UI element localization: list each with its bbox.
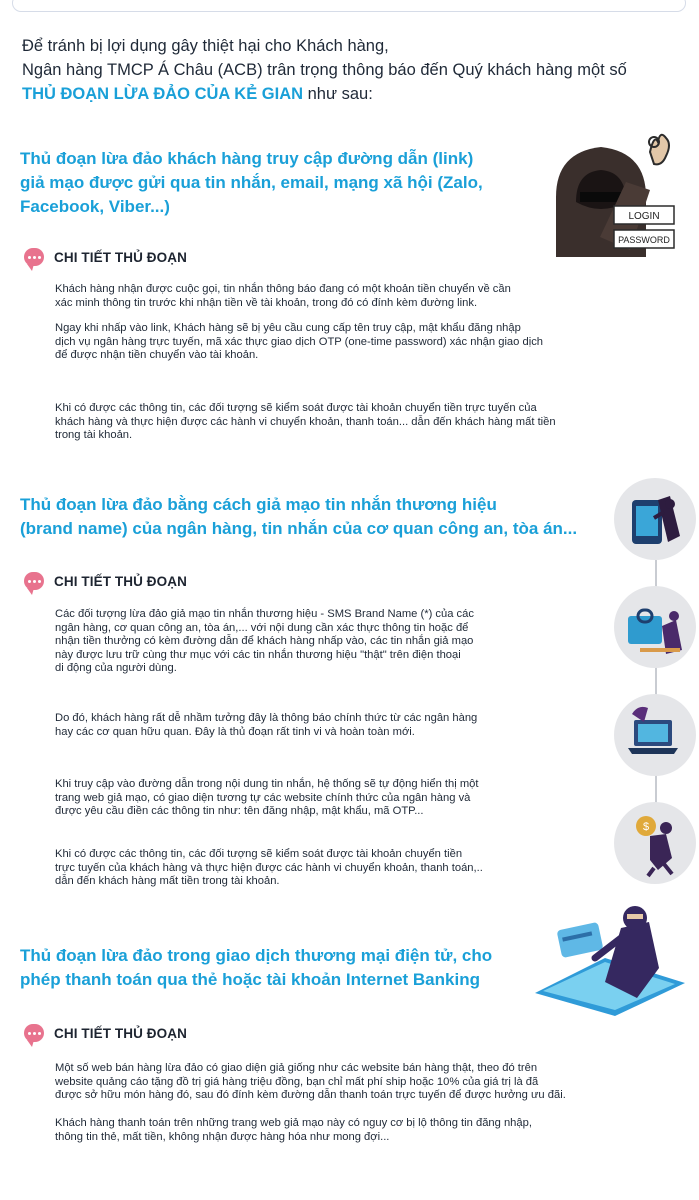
paragraph-line: Các đối tượng lừa đảo giả mạo tin nhắn thương hiệu - SMS Brand Name (*) của các [55,608,474,620]
password-label: PASSWORD [618,235,670,245]
card-phone-thief-illustration [525,898,695,1018]
paragraph-line: được sở hữu món hàng đó, sau đó đính kèm đường dẫn thanh toán trực tuyến để được hưởng ưu đãi. [55,1089,566,1101]
paragraph-line: trang web giả mạo, có giao diện tương tự các website chính thức của ngân hàng và [55,791,471,804]
hacker-login-illustration [538,122,678,257]
search-box-edge [12,0,686,12]
svg-text:$: $ [642,821,650,833]
section-1-title [20,147,530,219]
detail-heading-1 [24,246,187,268]
section-1-title-line: giả mạo được gửi qua tin nhắn, email, mạng xã hội (Zalo, [20,173,483,192]
intro-line-1: Để tránh bị lợi dụng gây thiệt hại cho Khách hàng, [22,37,389,55]
intro-line-2: Ngân hàng TMCP Á Châu (ACB) trân trọng thông báo đến Quý khách hàng một số [22,61,627,79]
paragraph-line: trực tuyến của khách hàng và thực hiện được các hành vi chuyển khoản, thanh toán,.. [55,861,483,874]
section-2-paragraph-2 [55,712,615,739]
section-1-title-line: Facebook, Viber...) [20,197,170,216]
section-3-title-line: Thủ đoạn lừa đảo trong giao dịch thương mại điện tử, cho [20,946,493,965]
detail-heading-3 [24,1022,187,1044]
paragraph-line: nhận tiền thưởng có kèm đường dẫn để khách hàng nhấp vào, các tin nhắn giả mạo [55,635,474,647]
paragraph-line: Khi truy cập vào đường dẫn trong nội dung tin nhắn, hệ thống sẽ tự động hiển thị một [55,778,479,790]
paragraph-line: thông tin thẻ, mất tiền, không nhận được hàng hóa như mong đợi... [55,1130,390,1143]
illustration-circle-4 [614,802,696,884]
paragraph-line: khách hàng và thực hiện được các hành vi chuyển khoản, thanh toán... dẫn đến khách hàng mất tiền [55,415,556,428]
detail-label: CHI TIẾT THỦ ĐOẠN [54,1025,187,1041]
section-2-title [20,493,610,541]
illustration-circle-1 [614,478,696,560]
section-3-title [20,944,520,992]
money-thief-icon [614,802,696,884]
paragraph-line: được yêu cầu điền các thông tin như: tên đăng nhập, mật khẩu, mã OTP... [55,805,424,817]
paragraph-line: trong tài khoản. [55,429,133,441]
illustration-circle-2 [614,586,696,668]
section-2-paragraph-3 [55,778,615,819]
chat-bubble-icon [24,1024,44,1042]
paragraph-line: để được nhận tiền chuyển vào tài khoản. [55,349,259,361]
paragraph-line: Ngay khi nhấp vào link, Khách hàng sẽ bị yêu cầu cung cấp tên truy cập, mật khẩu đăng nhập [55,322,521,334]
section-1-paragraph-2 [55,322,695,363]
detail-heading-2 [24,570,187,592]
paragraph-line: Khách hàng nhận được cuộc gọi, tin nhắn thông báo đang có một khoản tiền chuyển về cần [55,283,511,295]
section-1-title-line: Thủ đoạn lừa đảo khách hàng truy cập đường dẫn (link) [20,149,474,168]
section-1-paragraph-1 [55,283,685,310]
paragraph-line: dịch vụ ngân hàng trực tuyến, mã xác thực giao dịch OTP (one-time password) xác nhận giao dịch [55,335,544,348]
section-1-paragraph-3 [55,402,695,443]
illustration-circle-3 [614,694,696,776]
chat-bubble-icon [24,248,44,266]
paragraph-line: Khách hàng thanh toán trên những trang web giả mạo này có nguy cơ bị lộ thông tin đăng nhập, [55,1117,532,1129]
paragraph-line: di động của người dùng. [55,662,177,674]
paragraph-line: Khi có được các thông tin, các đối tượng sẽ kiểm soát được tài khoản chuyển tiền [55,848,463,860]
intro-line-3 [22,82,692,106]
section-2-title-line: (brand name) của ngân hàng, tin nhắn của cơ quan công an, tòa án... [20,519,578,538]
paragraph-line: Do đó, khách hàng rất dễ nhầm tưởng đây là thông báo chính thức từ các ngân hàng [55,712,478,724]
paragraph-line: Khi có được các thông tin, các đối tượng sẽ kiểm soát được tài khoản chuyển tiền trực tuyến của [55,402,537,414]
paragraph-line: dẫn đến khách hàng mất tiền trong tài khoản. [55,875,280,887]
section-2-paragraph-1 [55,608,615,676]
login-label: LOGIN [628,211,660,222]
intro-text [22,34,692,106]
section-3-title-line: phép thanh toán qua thẻ hoặc tài khoản Internet Banking [20,970,480,989]
paragraph-line: website quảng cáo tặng đồ trị giá hàng triệu đồng, bạn chỉ mất phí ship hoặc 10% của giá trị là đã [55,1075,539,1088]
detail-label: CHI TIẾT THỦ ĐOẠN [54,249,187,265]
section-2-paragraph-4 [55,848,615,889]
lock-hacker-icon [614,586,696,668]
paragraph-line: hay các cơ quan hữu quan. Đây là thủ đoạn rất tinh vi và hoàn toàn mới. [55,725,415,738]
paragraph-line: này được lưu trữ cùng thư mục với các tin nhắn thương hiệu "thật" trên điện thoại [55,648,461,661]
paragraph-line: Một số web bán hàng lừa đảo có giao diện giả giống như các website bán hàng thật, theo đó trên [55,1062,538,1074]
detail-label: CHI TIẾT THỦ ĐOẠN [54,573,187,589]
paragraph-line: ngân hàng, cơ quan công an, tòa án,... với nội dung cần xác thực thông tin hoặc để [55,621,469,634]
laptop-hacker-icon [614,694,696,776]
intro-highlight: THỦ ĐOẠN LỪA ĐẢO CỦA KẺ GIAN [22,85,304,103]
section-3-paragraph-2 [55,1117,699,1144]
section-2-title-line: Thủ đoạn lừa đảo bằng cách giả mạo tin nhắn thương hiệu [20,495,497,514]
chat-bubble-icon [24,572,44,590]
paragraph-line: xác minh thông tin trước khi nhận tiền về tài khoản, trong đó có đính kèm đường link. [55,296,478,309]
section-3-paragraph-1 [55,1062,699,1103]
phone-thief-icon [614,478,696,560]
intro-tail: như sau: [303,85,373,103]
top-bar [0,0,699,14]
